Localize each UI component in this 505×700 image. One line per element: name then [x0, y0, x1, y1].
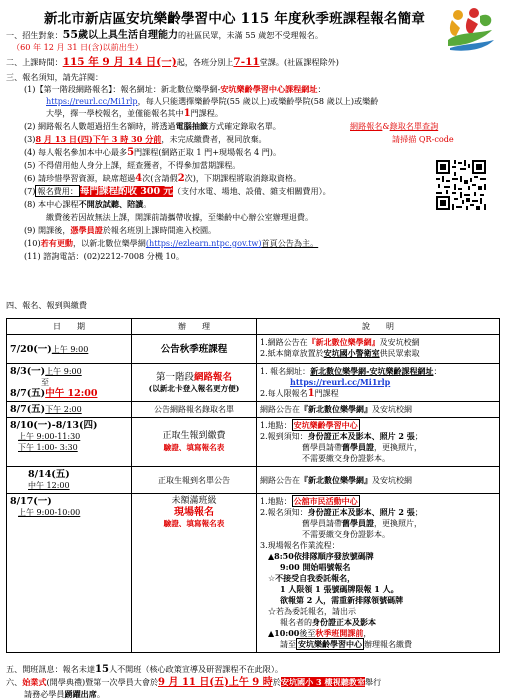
student-card-text: 憑學員證 [70, 225, 103, 235]
notice-text: 。 [143, 199, 152, 209]
notice-text: 首頁公告為主。 [261, 238, 319, 248]
qr-code-icon[interactable] [436, 160, 486, 210]
elder-figures-logo-icon [444, 6, 496, 52]
fee-label: 報名費用： [37, 186, 78, 196]
notice-5: (5) 不得借用他人身分上課，經查獲者，不得參加當期課程。 [24, 160, 241, 170]
time-text: 中午 12:00 [45, 388, 98, 399]
section-text: 請務必學員 [24, 689, 65, 699]
start-date: 115 年 9 月 14 日(一) [62, 56, 177, 68]
notice-text: ，未完成繳費者，視同放棄。 [161, 134, 267, 144]
time-text: 上午 9:00-11:30 [18, 432, 81, 441]
notice-text: (6) 請珍惜學習資源，缺席超過 [24, 173, 136, 183]
table-header-row [7, 319, 500, 335]
course-url-link[interactable]: https://reurl.cc/Mi1rlp [46, 96, 138, 106]
time-text: 中午 12:00 [28, 481, 70, 490]
notice-text: ，每人只能選擇樂齡學院(55 歲以上)或樂齡學院(58 歲以上)或樂齡 [137, 96, 379, 106]
ezlearn-name: 『新北數位樂學網』 [300, 474, 372, 485]
notice-num: (7) [24, 186, 36, 196]
row-date [7, 402, 132, 418]
note-text: 依排隊順序發放號碼牌 [293, 551, 374, 561]
section-text: 舉行 [364, 677, 382, 687]
changes-text: 若有更動 [40, 238, 74, 248]
notice-text: 次(含請假 [142, 173, 178, 183]
schedule-table [6, 318, 500, 653]
required-docs: 身份證正本及影本、照片 2 張 [307, 431, 415, 441]
note-text: 2.報到須知： [260, 432, 308, 441]
date-text: 8/14(五) [28, 469, 70, 480]
birth-note: （60 年 12 月 31 日(含)以前出生） [12, 42, 144, 52]
row-note [257, 402, 500, 418]
note-text: 1.地點： [260, 497, 292, 506]
note-text: 不需要繳交身份證影本。 [302, 454, 390, 463]
notice-2 [24, 121, 281, 132]
notice-8-refund: 繳費後若因故無法上課，開課前請攜帶收據，至樂齡中心辦公室辦理退費。 [46, 212, 314, 222]
scan-qr-hint: 請掃描 QR-code [392, 134, 454, 144]
notice-text: (4) 每人報名參加本中心最多 [24, 147, 128, 157]
row-item [132, 364, 257, 402]
note-text: 供民眾索取 [379, 349, 420, 358]
row-item [132, 402, 257, 418]
row-note [257, 418, 500, 467]
schedule-mid: 起，各班分別上 [176, 57, 234, 67]
note-text: 9:00 開始唱號報名 [280, 562, 351, 572]
date-text: 8/3(一) [10, 366, 46, 377]
online-registration-text: 網路報名 [194, 371, 233, 383]
section-text: 人不開班（核心政策宣導及研習課程不在此限）。 [108, 664, 283, 674]
note-text: 2.每人限報名 [260, 389, 308, 398]
guard-room-text: 安坑國小警衛室 [323, 348, 380, 358]
row-date [7, 494, 132, 653]
note-text: 門課程 [314, 389, 339, 398]
row-note [257, 335, 500, 364]
note-text: ，更換照片， [374, 443, 422, 452]
note-text: 及安坑校網 [372, 405, 412, 414]
time-text: 下午 1:00- 3:30 [18, 443, 78, 452]
site-name: 新北數位樂學網-安坑樂齡課程網址 [310, 366, 434, 376]
absence-limit: 4 [135, 173, 143, 184]
section-notice: 三、報名須知，請先詳閱： [6, 72, 104, 82]
section-registration: 四、報名、報到與繳費 [6, 300, 87, 310]
min-students: 15 [95, 664, 109, 675]
table-row [7, 494, 500, 653]
note-line [260, 348, 496, 359]
target-rest: 的社區民眾，未滿 55 歲恕不受理報名。 [177, 30, 323, 40]
note-text: 舊學員請帶 [302, 443, 342, 452]
section-class-info [6, 664, 283, 675]
registration-links [350, 121, 438, 132]
date-text: 7/20(一) [10, 343, 52, 355]
opening-ceremony: 始業式 [22, 677, 47, 687]
item-text: 正取生報到名單公告 [158, 475, 230, 485]
course-limit-value: 1 [183, 108, 191, 119]
note-text: ； [414, 432, 423, 441]
location-text: 安坑樂齡學習中心 [293, 420, 358, 430]
item-text: 第一階段 [155, 371, 194, 383]
leave-limit: 2 [177, 173, 185, 184]
notice-1 [24, 84, 326, 95]
section-text: (開學典禮)暨第一次學員大會於 [46, 677, 159, 687]
notice-11: (11) 諮詢電話：(02)2212-7008 分機 10。 [24, 251, 184, 261]
notice-num: (10) [24, 238, 41, 248]
notice-3 [24, 134, 267, 145]
row-note [257, 494, 500, 653]
notice-text: ，以新北數位樂學網 [73, 238, 146, 248]
notice-text: 次)，下期課程將取消錄取資格。 [184, 173, 302, 183]
notice-text: (8) 本中心課程 [24, 199, 79, 209]
note-text: 2.紙本簡章放置於 [260, 349, 324, 358]
notice-text: 門課程。 [190, 108, 223, 118]
colon: ： [317, 84, 326, 94]
note-text: ： [433, 367, 442, 376]
table-row [7, 467, 500, 494]
before-class-text: 秋季班開課前 [315, 628, 364, 638]
row-item [132, 467, 257, 494]
time-text: 下午 2:00 [45, 405, 82, 414]
note-text: 辦理報名繳費 [364, 640, 412, 649]
online-registration-link[interactable]: 網路報名 [350, 121, 383, 131]
notice-4 [24, 147, 281, 158]
section-opening-cont [24, 689, 105, 700]
note-text: 請至 [280, 640, 296, 649]
time-mark: ▲8:50 [268, 551, 294, 561]
note-text: 及安坑校網 [372, 475, 412, 485]
location-text: 公舘市民活動中心 [293, 496, 358, 506]
age-value: 55 [62, 28, 78, 41]
ezlearn-name: 『新北數位樂學網』 [300, 404, 372, 414]
star-mark: ☆ [268, 574, 276, 583]
note-text: 若為委託報名，請出示 [276, 607, 356, 616]
opening-location: 安坑國小 3 樓視聽教室 [280, 677, 365, 687]
note-text: 1. 報名網址： [260, 367, 311, 376]
table-row [7, 402, 500, 418]
lottery-text: 電腦抽籤 [175, 121, 209, 131]
date-text: 8/7(五) [10, 404, 46, 415]
notice-6 [24, 173, 301, 184]
time-text: 上午 9:00 [45, 367, 82, 376]
note-text: 網路公告在 [260, 405, 300, 414]
row-item [132, 335, 257, 364]
notice-9 [24, 225, 216, 236]
item-subtext: 驗證、填寫報名表 [163, 519, 225, 528]
course-url-link[interactable]: https://reurl.cc/Mi1rlp [290, 377, 391, 387]
to-text: 至 [41, 378, 49, 387]
table-row [7, 364, 500, 402]
column-header-item: 辦 理 [132, 319, 257, 335]
item-subtext: 驗證、填寫報名表 [163, 443, 225, 452]
admission-list-link[interactable]: 錄取名單查詢 [389, 121, 439, 131]
attend-text: 踴躍出席 [64, 689, 97, 699]
note-text: 不需要繳交身份證影本。 [302, 530, 390, 539]
row-item [132, 494, 257, 653]
section-label: 六、 [6, 677, 23, 687]
target-text: 歲以上具生活自理能力 [77, 30, 178, 41]
schedule-end: 堂課。(社區課程除外) [259, 57, 339, 67]
max-courses-value: 5 [127, 147, 135, 158]
notice-text: (9) 開課後， [24, 225, 71, 235]
payment-deadline: 8 月 13 日(四)下午 3 時 30 分前 [35, 134, 162, 144]
notice-text: 方式確定錄取名單。 [208, 121, 281, 131]
section-target [6, 29, 323, 41]
column-header-date: 日 期 [7, 319, 132, 335]
weeks-value: 7-11 [233, 56, 260, 68]
note-text: 舊學員請帶 [302, 519, 342, 528]
row-note [257, 364, 500, 402]
note-text: 1.網路公告在 [260, 338, 308, 347]
opening-date: 9 月 11 日(五)上午 9 時 [158, 677, 273, 688]
note-text: 3.現場報名作業流程： [260, 541, 340, 550]
table-row [7, 418, 500, 467]
notice-text: (1)【第一階段網路報名】：報名網址：新北數位樂學網- [24, 84, 221, 94]
date-text: 8/10(一)-8/13(四) [10, 420, 98, 431]
table-row [7, 335, 500, 364]
date-text: 8/7(五) [10, 388, 46, 399]
row-note [257, 467, 500, 494]
required-docs: 身份證正本及影本 [312, 617, 376, 627]
notice-text: （支付水電、場地、設備、雜支相關費用）。 [172, 186, 331, 196]
note-text: 1 人限領 1 張號碼牌限報 1 人。 [280, 584, 399, 594]
item-text: 公告秋季班課程 [160, 343, 228, 355]
item-text: 公告網路報名錄取名單 [154, 405, 234, 414]
no-trial-text: 不開放試聽、陪讀 [78, 199, 144, 209]
note-text: 1.地點： [260, 421, 292, 430]
time-mark: ▲10:00 [268, 628, 300, 638]
section-label: 一、招生對象： [6, 30, 63, 40]
notice-text: 門課程(網路正取 1 門+現場報名 4 門)。 [134, 147, 282, 157]
fee-amount: 每門課程酌收 300 元 [79, 186, 173, 197]
time-text: 上午 9:00 [51, 344, 89, 354]
row-item [132, 418, 257, 467]
note-text: 網路公告在 [260, 475, 300, 485]
note-text: 欲報第 2 人，需重新排隊領號碼牌 [280, 595, 404, 605]
item-text: 未額滿班級 [171, 496, 217, 506]
notice-text: 於報名班別上課時間進入校園。 [102, 225, 217, 235]
note-text: 後至 [299, 629, 316, 638]
student-card-text: 舊學員證 [342, 442, 374, 452]
walk-in-registration-text: 現場報名 [174, 507, 214, 518]
section-text: 於 [272, 677, 281, 687]
note-text: 2.報名須知： [260, 508, 308, 517]
ampersand: & [382, 121, 390, 131]
item-subtext: (以新北卡登入報名更方便) [148, 383, 240, 393]
column-header-note: 說 明 [257, 319, 500, 335]
ezlearn-name: 『新北數位樂學網』 [307, 337, 380, 347]
note-text: 報名者的 [280, 618, 312, 627]
row-date [7, 335, 132, 364]
student-card-text: 舊學員證 [342, 518, 374, 528]
notice-8 [24, 199, 151, 210]
section-label: 二、上課時間： [6, 57, 63, 67]
note-text: 及安坑校網 [379, 338, 420, 347]
notice-1-url [46, 96, 378, 107]
row-date [7, 364, 132, 402]
course-limit-value: 1 [307, 388, 315, 399]
note-text: ，更換照片， [374, 519, 422, 528]
section-label: 五、開班訊息：報名未達 [6, 664, 96, 674]
item-text: 正取生報到繳費 [162, 431, 226, 441]
notice-num: (3) [24, 134, 36, 144]
section-text: 。 [96, 689, 105, 699]
notice-7 [24, 186, 331, 197]
required-docs: 身份證正本及影本、照片 2 張 [307, 507, 415, 517]
star-mark: ☆ [268, 607, 276, 616]
note-line [260, 337, 496, 348]
row-date [7, 418, 132, 467]
notice-10 [24, 238, 318, 249]
notice-1-cont [46, 108, 223, 119]
ezlearn-url-link[interactable]: (https://ezlearn.ntpc.gov.tw) [145, 238, 262, 248]
time-text: 上午 9:00-10:00 [18, 508, 81, 517]
section-schedule [6, 57, 339, 68]
notice-text: (2) 網路報名人數超過招生名額時，將透過 [24, 121, 176, 131]
note-text: ； [414, 508, 423, 517]
date-text: 8/17(一) [10, 496, 52, 507]
note-text: 不接受自我委託報名， [275, 573, 356, 583]
location-text: 安坑樂齡學習中心 [298, 639, 362, 649]
course-site-label: 安坑樂齡學習中心課程網址 [220, 84, 318, 94]
section-opening [6, 677, 381, 688]
note-text: ， [363, 629, 372, 638]
notice-text: 大學，擇一學校報名，並僅能報名其中 [46, 108, 184, 118]
page-title: 新北市新店區安坑樂齡學習中心 115 年度秋季班課程報名簡章 [43, 11, 426, 27]
row-date [7, 467, 132, 494]
